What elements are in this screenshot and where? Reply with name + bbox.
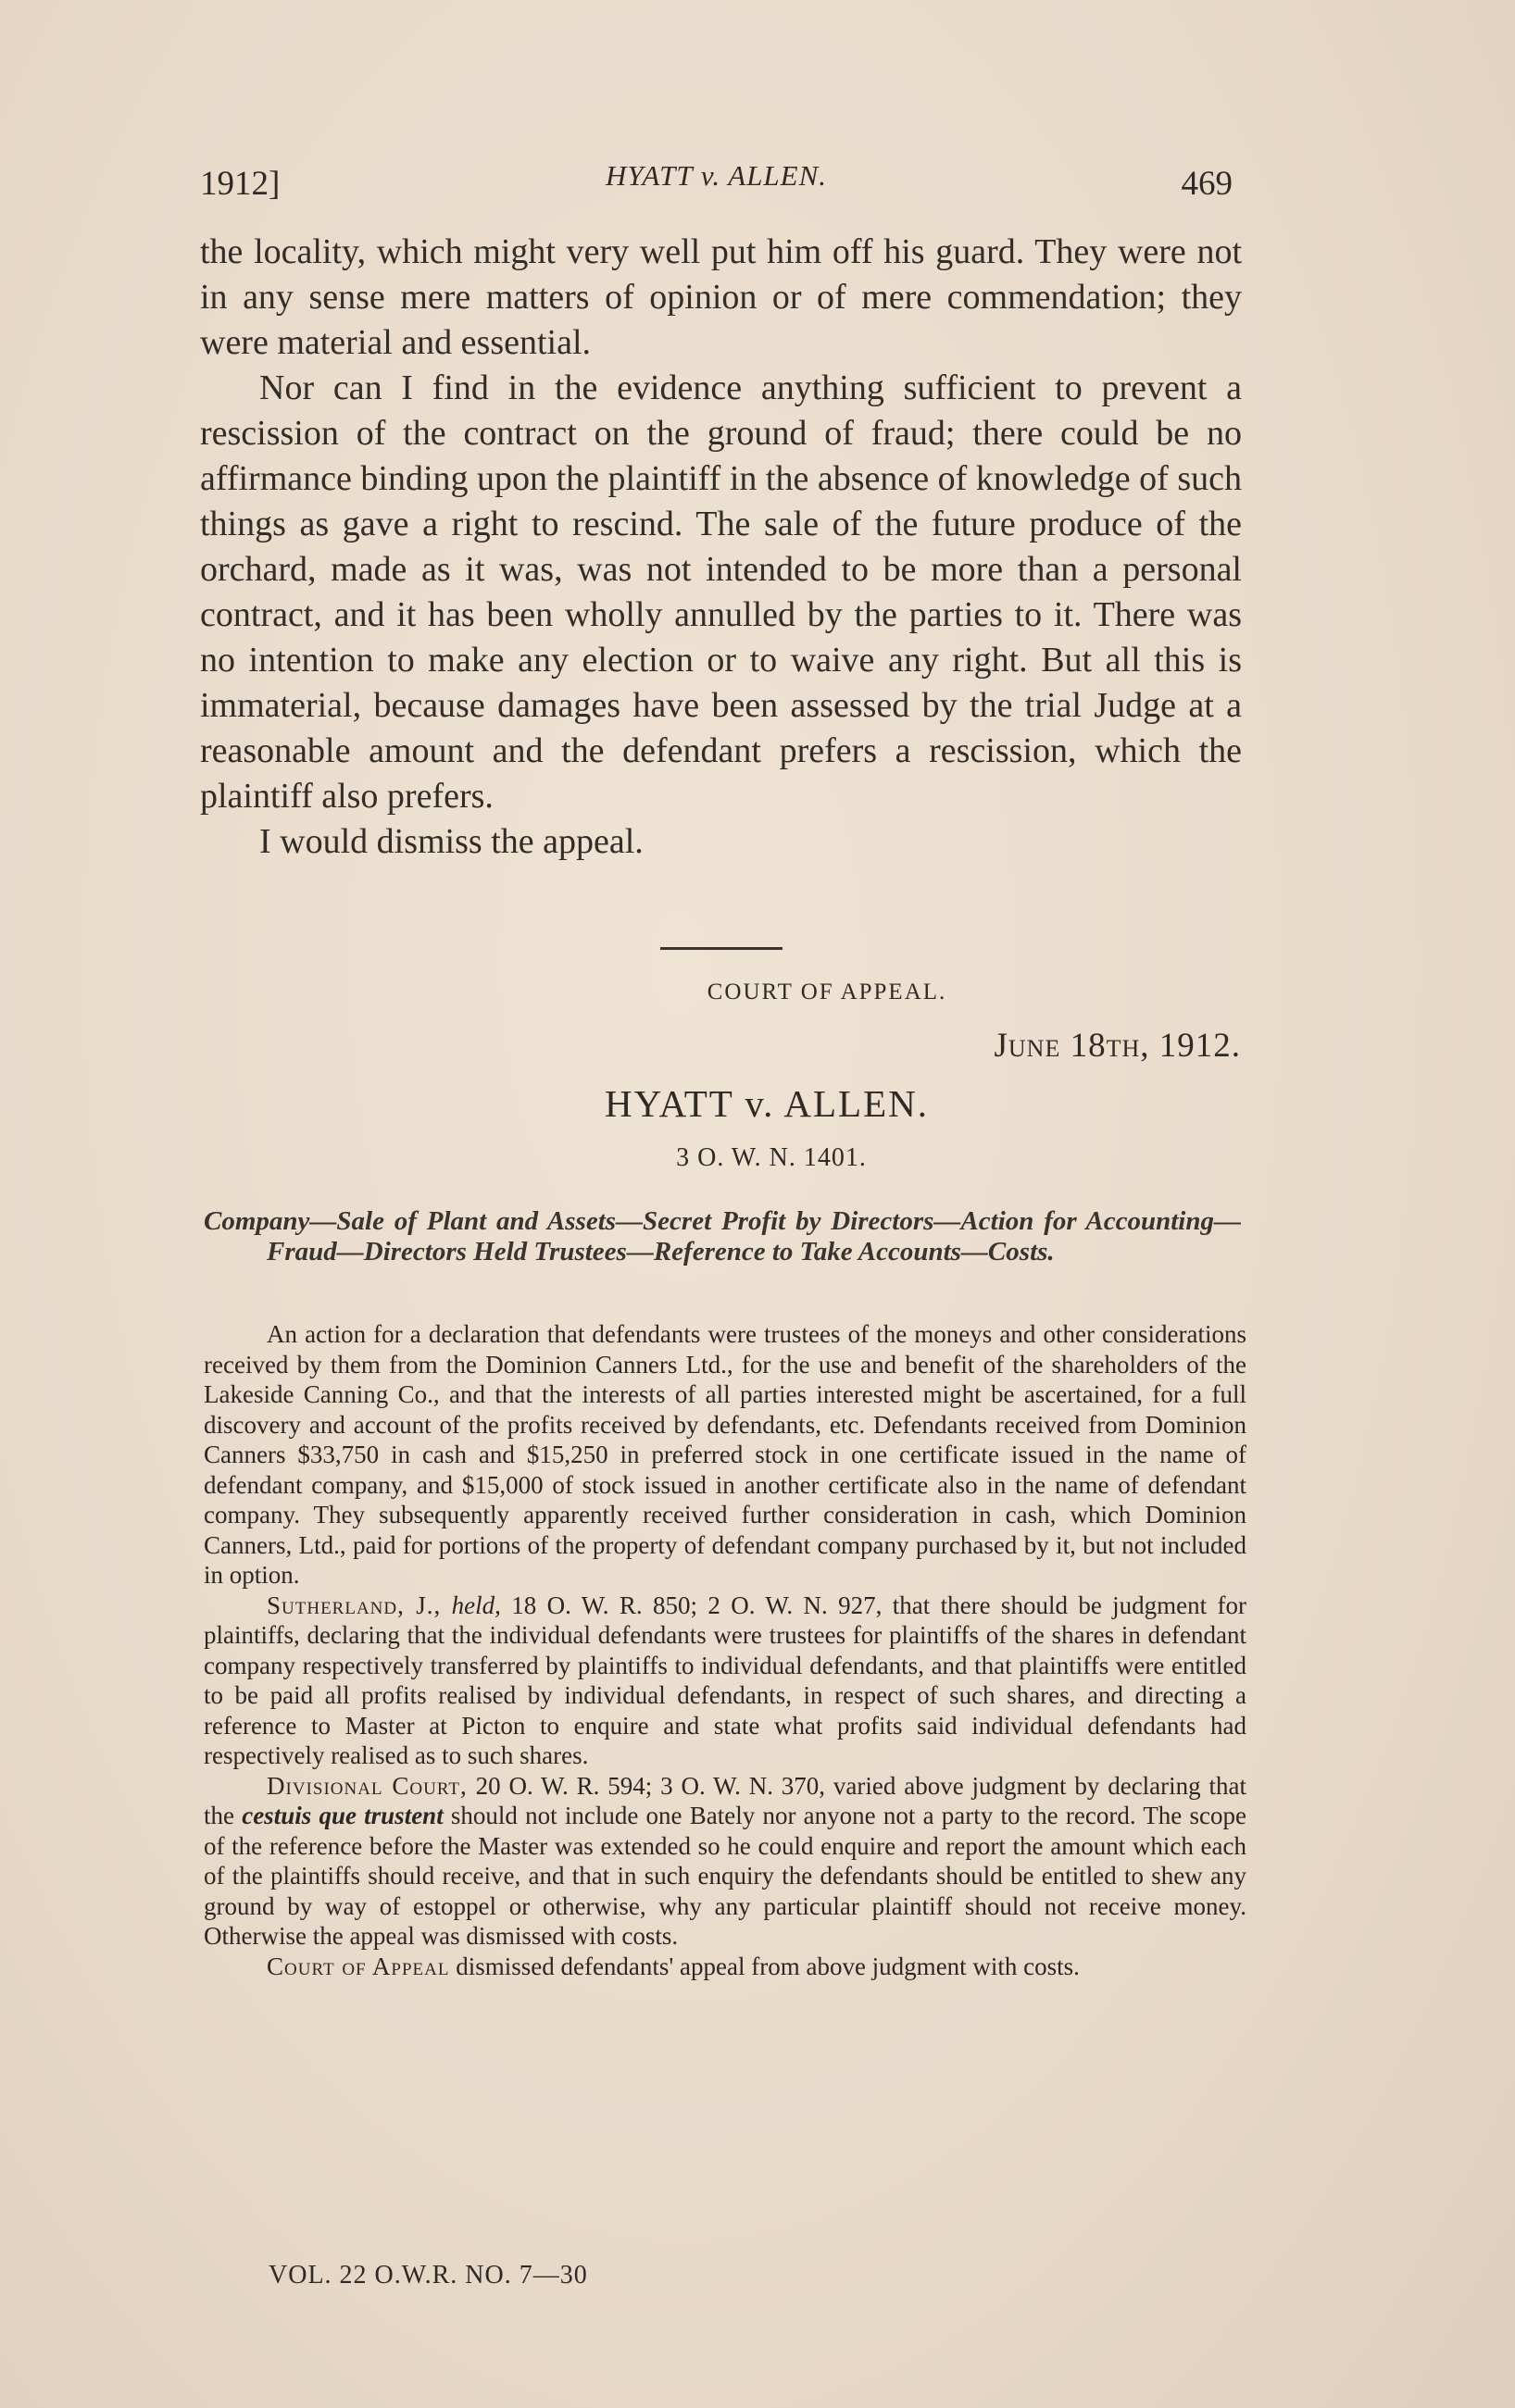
summary-paragraph-2	[204, 1591, 1246, 1771]
summary-paragraph-4	[204, 1952, 1246, 1982]
summary-paragraph-2-text: 18 O. W. R. 850; 2 O. W. N. 927, that there should be judgment for plaintiffs, declaring that the individual defendants were trustees for plaintiffs of the shares in defendant company respectively transferred by plaintiffs to individual defendants, and that plaintiffs were entitled to be paid all profits realised by individual defendants, in respect of such shares, and directing a reference to Master at Picton to enquire and state what profits said individual defendants had respectively realised as to such shares.	[204, 1591, 1247, 1769]
held-word: held,	[451, 1591, 501, 1619]
body-paragraph-3: I would dismiss the appeal.	[259, 822, 644, 861]
section-divider	[660, 947, 783, 950]
summary-paragraph-3-text-b: should not include one Bately nor anyone not a party to the record. The scope of the reference before the Master was extended so he could enquire and report the amount which each of the plaintiffs should receive, and that in such enquiry the defendants should be entitled to shew any ground by way of estoppel or otherwise, why any particular plaintiff should not receive money. Otherwise the appeal was dismissed with costs.	[204, 1802, 1246, 1950]
page-header	[200, 159, 1233, 215]
running-title: HYATT v. ALLEN.	[605, 159, 828, 192]
divisional-court-label: Divisional Court,	[267, 1771, 468, 1800]
footer-text: VOL. 22 O.W.R. NO. 7—30	[269, 2261, 588, 2289]
page-number: 469	[1181, 165, 1233, 203]
header-year: 1912]	[200, 165, 281, 203]
headnote	[204, 1206, 1241, 1267]
summary-paragraph-3	[204, 1771, 1246, 1952]
case-title	[0, 1081, 1515, 1126]
court-label	[0, 979, 1515, 1005]
signature-footer	[269, 2261, 588, 2290]
case-citation	[0, 1143, 1515, 1173]
decision-date	[995, 1026, 1242, 1066]
body-text	[200, 230, 1242, 865]
case-citation-text: 3 O. W. N. 1401.	[676, 1143, 867, 1172]
body-paragraph-2: Nor can I find in the evidence anything sufficient to prevent a rescission of the contract on the ground of fraud; there could be no affirmance binding upon the plaintiff in the absence of knowledge of such things as gave a right to rescind. The sale of the future produce of the orchard, made as it was, was not intended to be more than a personal contract, and it has been wholly annulled by the parties to it. There was no intention to make any election or to waive any right. But all this is immaterial, because damages have been assessed by the trial Judge at a reasonable amount and the defendant prefers a rescission, which the plaintiff also prefers.	[200, 368, 1242, 816]
decision-date-text: June 18th, 1912.	[994, 1027, 1241, 1065]
case-summary	[204, 1319, 1246, 1981]
summary-paragraph-1: An action for a declaration that defendants were trustees of the moneys and other considerations received by them from the Dominion Canners Ltd., for the use and benefit of the shareholders of the Lakeside Canning Co., and that the interests of all parties interested might be ascertained, for a full discovery and account of the profits received by defendants, etc. Defendants received from Dominion Canners $33,750 in cash and $15,250 in preferred stock in one certificate issued in the name of defendant company, and $15,000 of stock issued in another certificate also in the name of defendant company. They subsequently apparently received further consideration in cash, which Dominion Canners, Ltd., paid for portions of the property of defendant company purchased by it, but not included in option.	[204, 1320, 1246, 1589]
latin-phrase: cestuis que trustent	[242, 1802, 444, 1829]
judge-name: Sutherland, J.,	[267, 1591, 442, 1619]
summary-paragraph-4-text: dismissed defendants' appeal from above judgment with costs.	[456, 1952, 1080, 1980]
summary-paragraph-3-text-a: 20 O. W. R. 594; 3 O. W. N. 370, varied above judgment by declaring that the	[204, 1771, 1247, 1829]
court-label-text: COURT OF APPEAL.	[707, 979, 947, 1004]
body-paragraph-1: the locality, which might very well put him off his guard. They were not in any sense mere matters of opinion or of mere commendation; they were material and essential.	[200, 232, 1242, 362]
court-of-appeal-label: Court of Appeal	[267, 1952, 450, 1980]
case-title-text: HYATT v. ALLEN.	[604, 1082, 929, 1125]
headnote-text: Company—Sale of Plant and Assets—Secret Profit by Directors—Action for Accounting—Fraud—Directors Held Trustees—Reference to Take Accounts—Costs.	[204, 1206, 1241, 1266]
